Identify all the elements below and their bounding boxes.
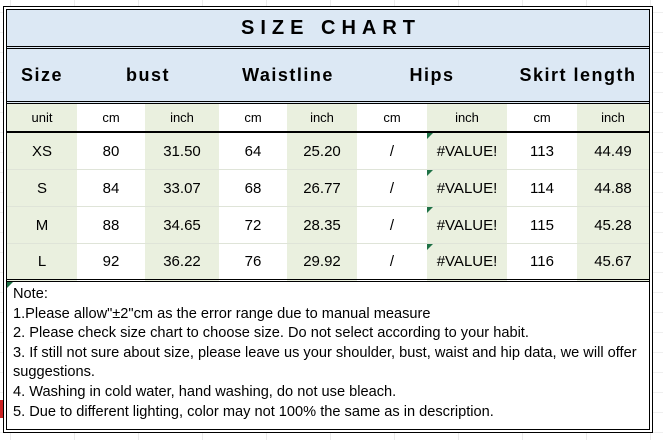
unit-header-row [7,104,649,133]
unit-cell-bust-inch: inch [145,104,219,131]
error-value: #VALUE! [436,253,498,270]
note-line-1: 1.Please allow"±2"cm as the error range due to manual measure [13,305,431,322]
cell-bust-inch: 36.22 [145,244,219,282]
cell-skirt-cm: 113 [507,133,577,170]
unit-cell-waistline-cm: cm [219,104,287,131]
cell-size: M [7,207,77,244]
table-row-xs [7,133,649,170]
error-value: #VALUE! [436,216,498,234]
cell-hips-inch-error [427,207,507,244]
unit-cell-label: unit [7,104,77,131]
notes-section [7,282,649,429]
cell-waistline-inch: 26.77 [287,170,357,207]
cell-skirt-inch: 45.28 [577,207,649,244]
error-indicator-icon [427,244,433,250]
note-line-2: 2. Please check size chart to choose size. Do not select according to your habit. [13,325,529,342]
note-line-5: 5. Due to different lighting, color may not 100% the same as in description. [13,403,494,420]
cell-hips-cm: / [357,133,427,170]
cell-skirt-cm: 114 [507,170,577,207]
page-title: SIZE CHART [7,10,649,49]
cell-bust-inch: 31.50 [145,133,219,170]
cell-skirt-cm: 116 [507,244,577,282]
cell-skirt-inch: 44.88 [577,170,649,207]
note-line-3: 3. If still not sure about size, please leave us your shoulder, bust, waist and hip data, we will offer [13,344,637,361]
table-row-l [7,244,649,282]
header-skirt-length: Skirt length [519,64,637,85]
note-line-3-cont: suggestions. [13,364,95,381]
cell-bust-cm: 92 [77,244,145,282]
cell-waistline-cm: 68 [219,170,287,207]
note-line-4: 4. Washing in cold water, hand washing, do not use bleach. [13,383,397,400]
error-indicator-icon [427,133,433,139]
header-waistline: Waistline [242,64,334,85]
header-bust: bust [126,64,170,85]
cell-bust-cm: 88 [77,207,145,244]
unit-cell-bust-cm: cm [77,104,145,131]
unit-cell-hips-inch: inch [427,104,507,131]
error-value: #VALUE! [436,142,498,160]
cell-bust-cm: 80 [77,133,145,170]
cell-size: L [7,244,77,282]
table-row-m [7,207,649,244]
cell-waistline-inch: 25.20 [287,133,357,170]
column-group-header-row [7,49,649,104]
cell-skirt-inch: 45.67 [577,244,649,282]
unit-cell-skirt-inch: inch [577,104,649,131]
cell-waistline-cm: 72 [219,207,287,244]
error-indicator-icon [427,207,433,213]
cell-bust-inch: 34.65 [145,207,219,244]
unit-cell-waistline-inch: inch [287,104,357,131]
table-row-s [7,170,649,207]
cell-skirt-cm: 115 [507,207,577,244]
error-indicator-icon [427,170,433,176]
cell-hips-inch-error [427,133,507,170]
cell-waistline-cm: 64 [219,133,287,170]
cell-bust-inch: 33.07 [145,170,219,207]
error-value: #VALUE! [436,179,498,197]
size-chart-table [3,6,653,433]
cell-waistline-inch: 28.35 [287,207,357,244]
header-size: Size [20,64,64,85]
note-indicator-icon [7,282,13,288]
cell-bust-cm: 84 [77,170,145,207]
header-hips: Hips [409,64,455,85]
cell-hips-inch-error [427,170,507,207]
cell-hips-cm: / [357,170,427,207]
cell-size: S [7,170,77,207]
cell-waistline-cm: 76 [219,244,287,282]
note-heading: Note: [13,286,48,302]
cell-skirt-inch: 44.49 [577,133,649,170]
cell-hips-cm: / [357,244,427,282]
unit-cell-skirt-cm: cm [507,104,577,131]
unit-cell-hips-cm: cm [357,104,427,131]
cell-waistline-inch: 29.92 [287,244,357,282]
cell-size: XS [7,133,77,170]
cell-hips-cm: / [357,207,427,244]
cell-hips-inch-error [427,244,507,282]
red-edge-marker [0,400,3,418]
